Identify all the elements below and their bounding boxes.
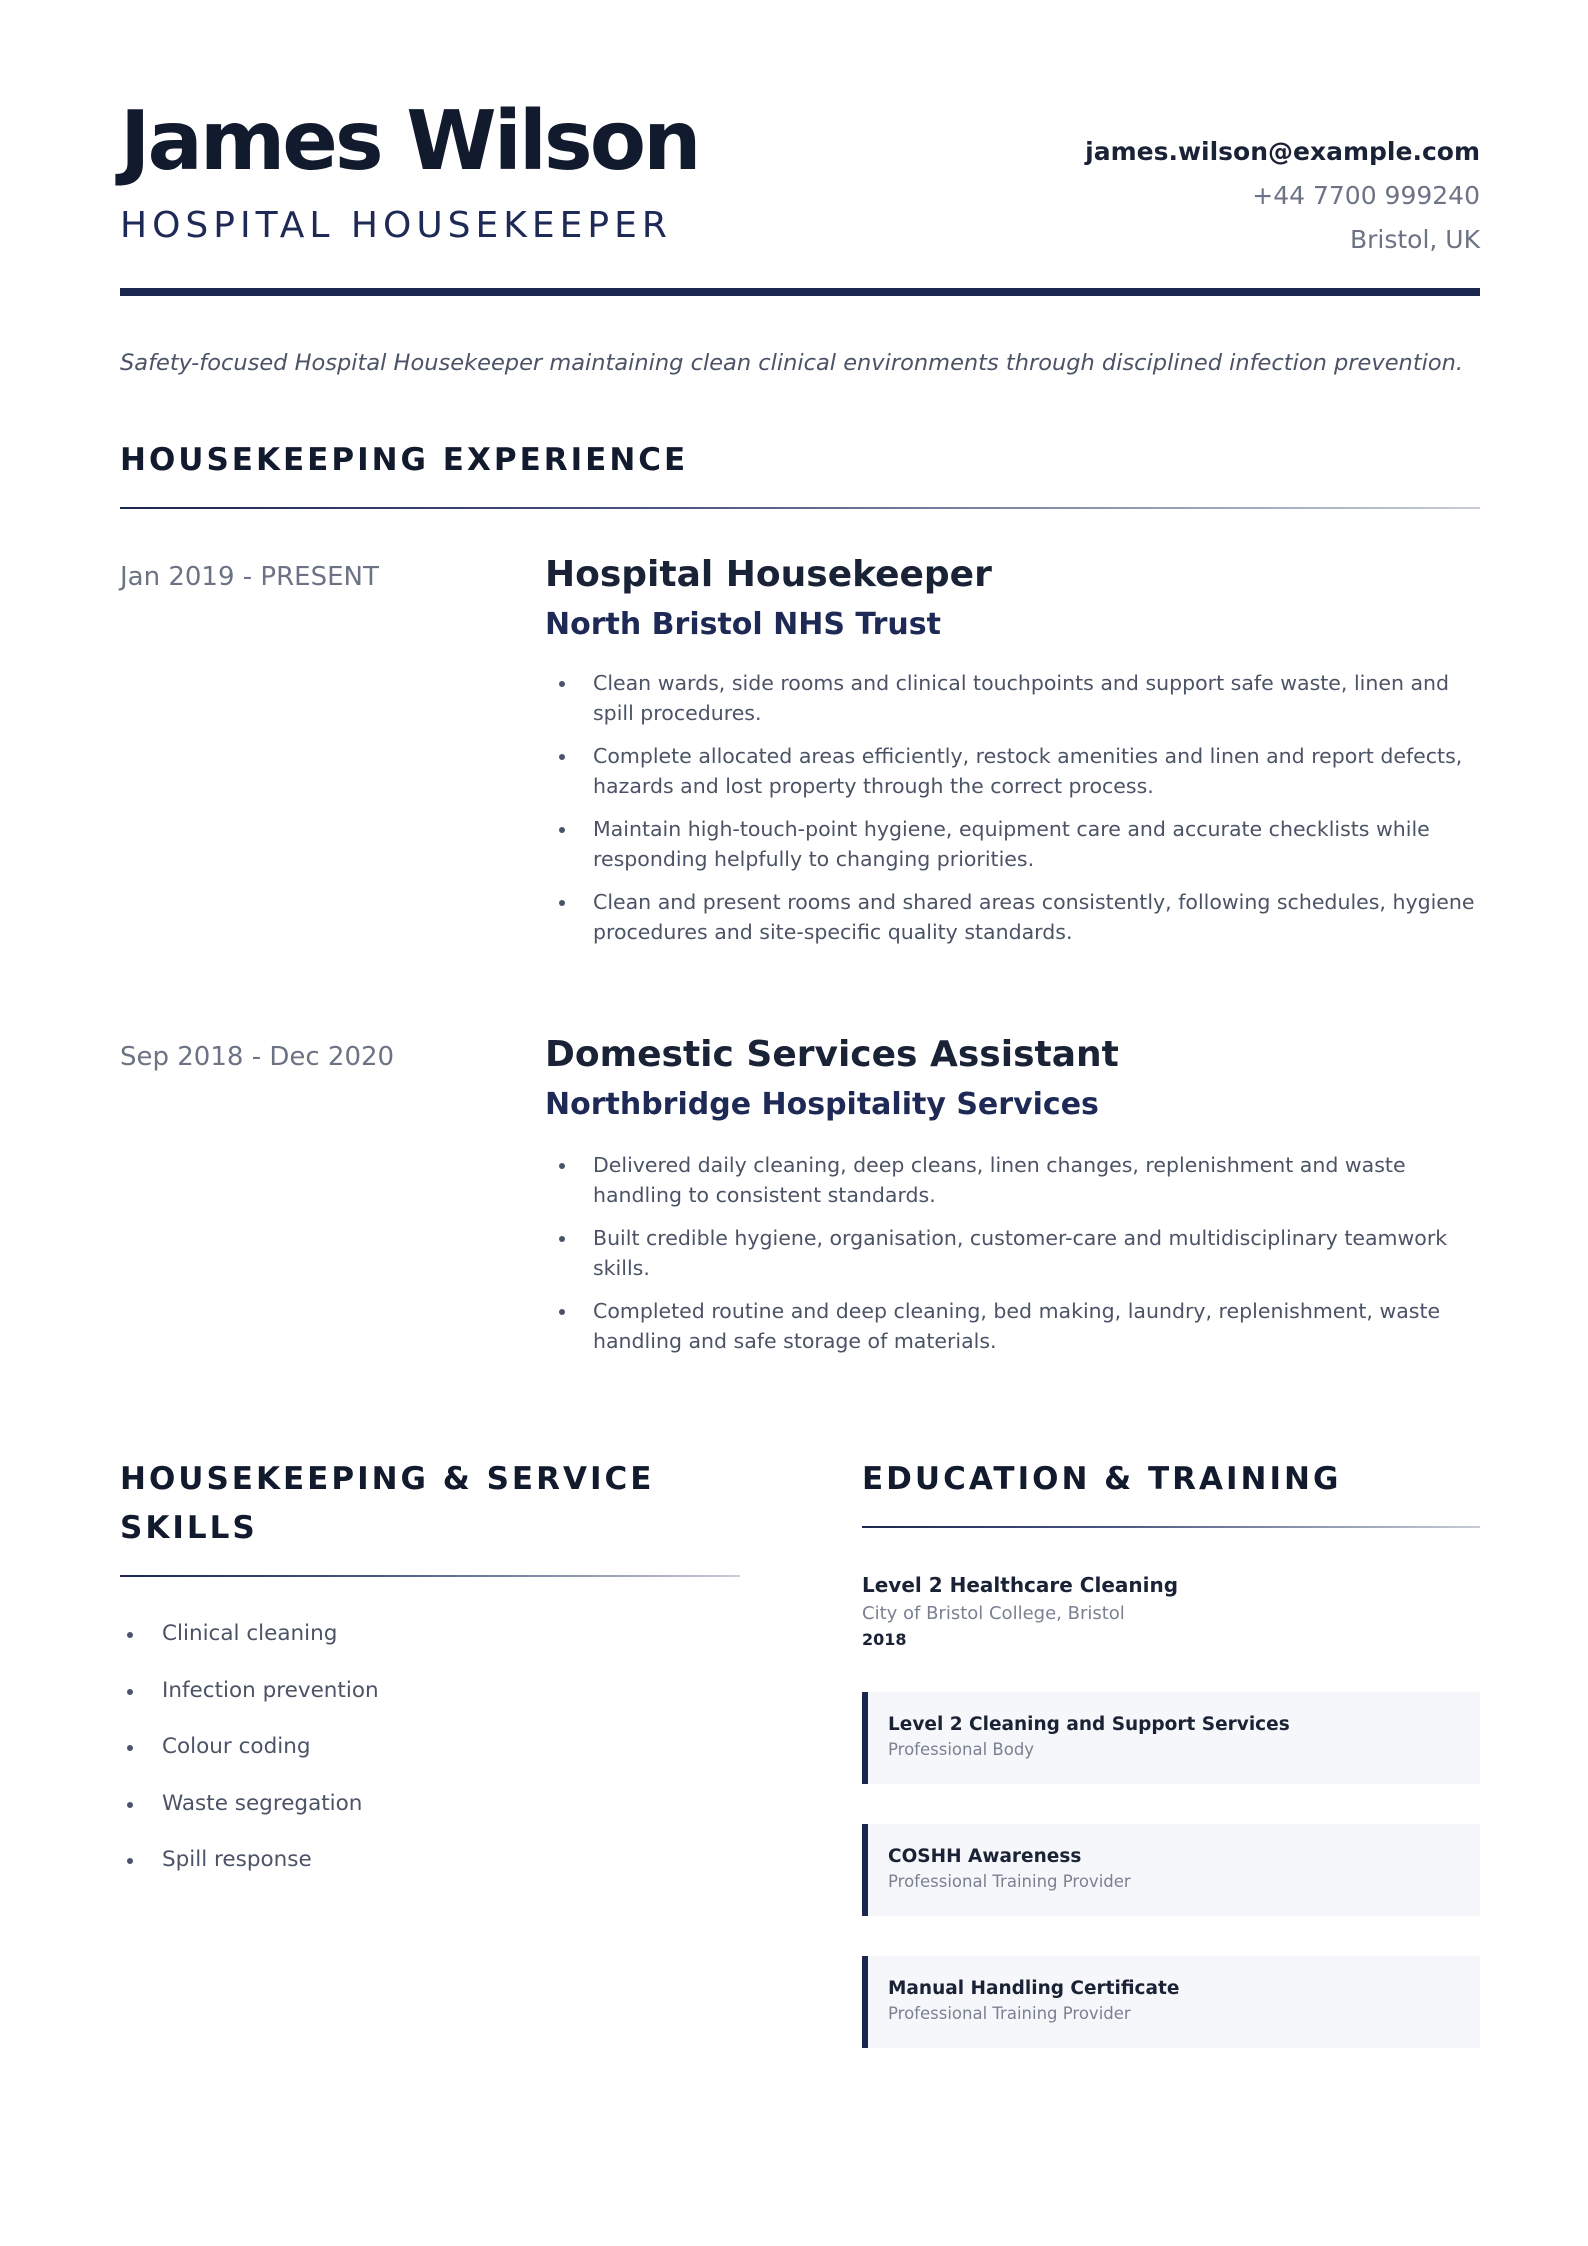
experience-heading: HOUSEKEEPING EXPERIENCE	[120, 442, 689, 478]
job-bullet: Maintain high-touch-point hygiene, equipment care and accurate checklists while responding helpfully to changing priorities.	[545, 814, 1480, 874]
certification-title: Manual Handling Certificate	[888, 1978, 1180, 1999]
skill-item: Spill response	[120, 1844, 379, 1876]
job-bullet: Built credible hygiene, organisation, customer-care and multidisciplinary teamwork skills.	[545, 1223, 1480, 1283]
education-heading: EDUCATION & TRAINING	[862, 1461, 1342, 1497]
certification-card	[862, 1692, 1480, 1784]
skill-item: Colour coding	[120, 1731, 379, 1763]
contact-phone: +44 7700 999240	[1252, 181, 1480, 210]
job-title: Domestic Services Assistant	[545, 1034, 1119, 1075]
education-year: 2018	[862, 1630, 907, 1649]
certification-card	[862, 1824, 1480, 1916]
candidate-name: James Wilson	[120, 94, 699, 189]
job-bullets	[545, 1150, 1480, 1369]
certification-issuer: Professional Training Provider	[888, 2004, 1131, 2023]
job-title: Hospital Housekeeper	[545, 554, 992, 595]
skill-item: Clinical cleaning	[120, 1618, 379, 1650]
skill-item: Infection prevention	[120, 1675, 379, 1707]
certification-title: COSHH Awareness	[888, 1846, 1082, 1867]
job-bullet: Delivered daily cleaning, deep cleans, linen changes, replenishment and waste handling to consistent standards.	[545, 1150, 1480, 1210]
job-bullet: Completed routine and deep cleaning, bed making, laundry, replenishment, waste handling and safe storage of materials.	[545, 1296, 1480, 1356]
certification-card	[862, 1956, 1480, 2048]
skills-divider	[120, 1575, 740, 1577]
job-bullets	[545, 668, 1480, 960]
skill-item: Waste segregation	[120, 1788, 379, 1820]
certification-issuer: Professional Body	[888, 1740, 1035, 1759]
education-divider	[862, 1526, 1480, 1528]
job-company: North Bristol NHS Trust	[545, 607, 941, 642]
header-divider	[120, 288, 1480, 296]
education-entry	[862, 1570, 1178, 1652]
certification-title: Level 2 Cleaning and Support Services	[888, 1714, 1290, 1735]
job-bullet: Clean wards, side rooms and clinical touchpoints and support safe waste, linen and spill procedures.	[545, 668, 1480, 728]
education-institution: City of Bristol College, Bristol	[862, 1603, 1125, 1624]
contact-block	[1085, 130, 1480, 262]
job-bullet: Complete allocated areas efficiently, restock amenities and linen and report defects, hazards and lost property through the correct process.	[545, 741, 1480, 801]
candidate-role: HOSPITAL HOUSEKEEPER	[120, 205, 672, 246]
job-dates: Sep 2018 - Dec 2020	[120, 1042, 395, 1072]
job-dates: Jan 2019 - PRESENT	[120, 562, 379, 592]
professional-summary: Safety-focused Hospital Housekeeper maintaining clean clinical environments through disciplined infection prevention.	[120, 350, 1464, 376]
job-company: Northbridge Hospitality Services	[545, 1087, 1099, 1122]
contact-location: Bristol, UK	[1349, 225, 1480, 254]
skills-heading-line1: HOUSEKEEPING & SERVICE	[120, 1461, 655, 1497]
education-title: Level 2 Healthcare Cleaning	[862, 1573, 1179, 1597]
certification-issuer: Professional Training Provider	[888, 1872, 1131, 1891]
skills-heading-line2: SKILLS	[120, 1510, 258, 1546]
contact-email[interactable]: james.wilson@example.com	[1085, 137, 1480, 166]
skills-list	[120, 1618, 379, 1901]
job-bullet: Clean and present rooms and shared areas consistently, following schedules, hygiene procedures and site-specific quality standards.	[545, 887, 1480, 947]
experience-divider	[120, 507, 1480, 509]
